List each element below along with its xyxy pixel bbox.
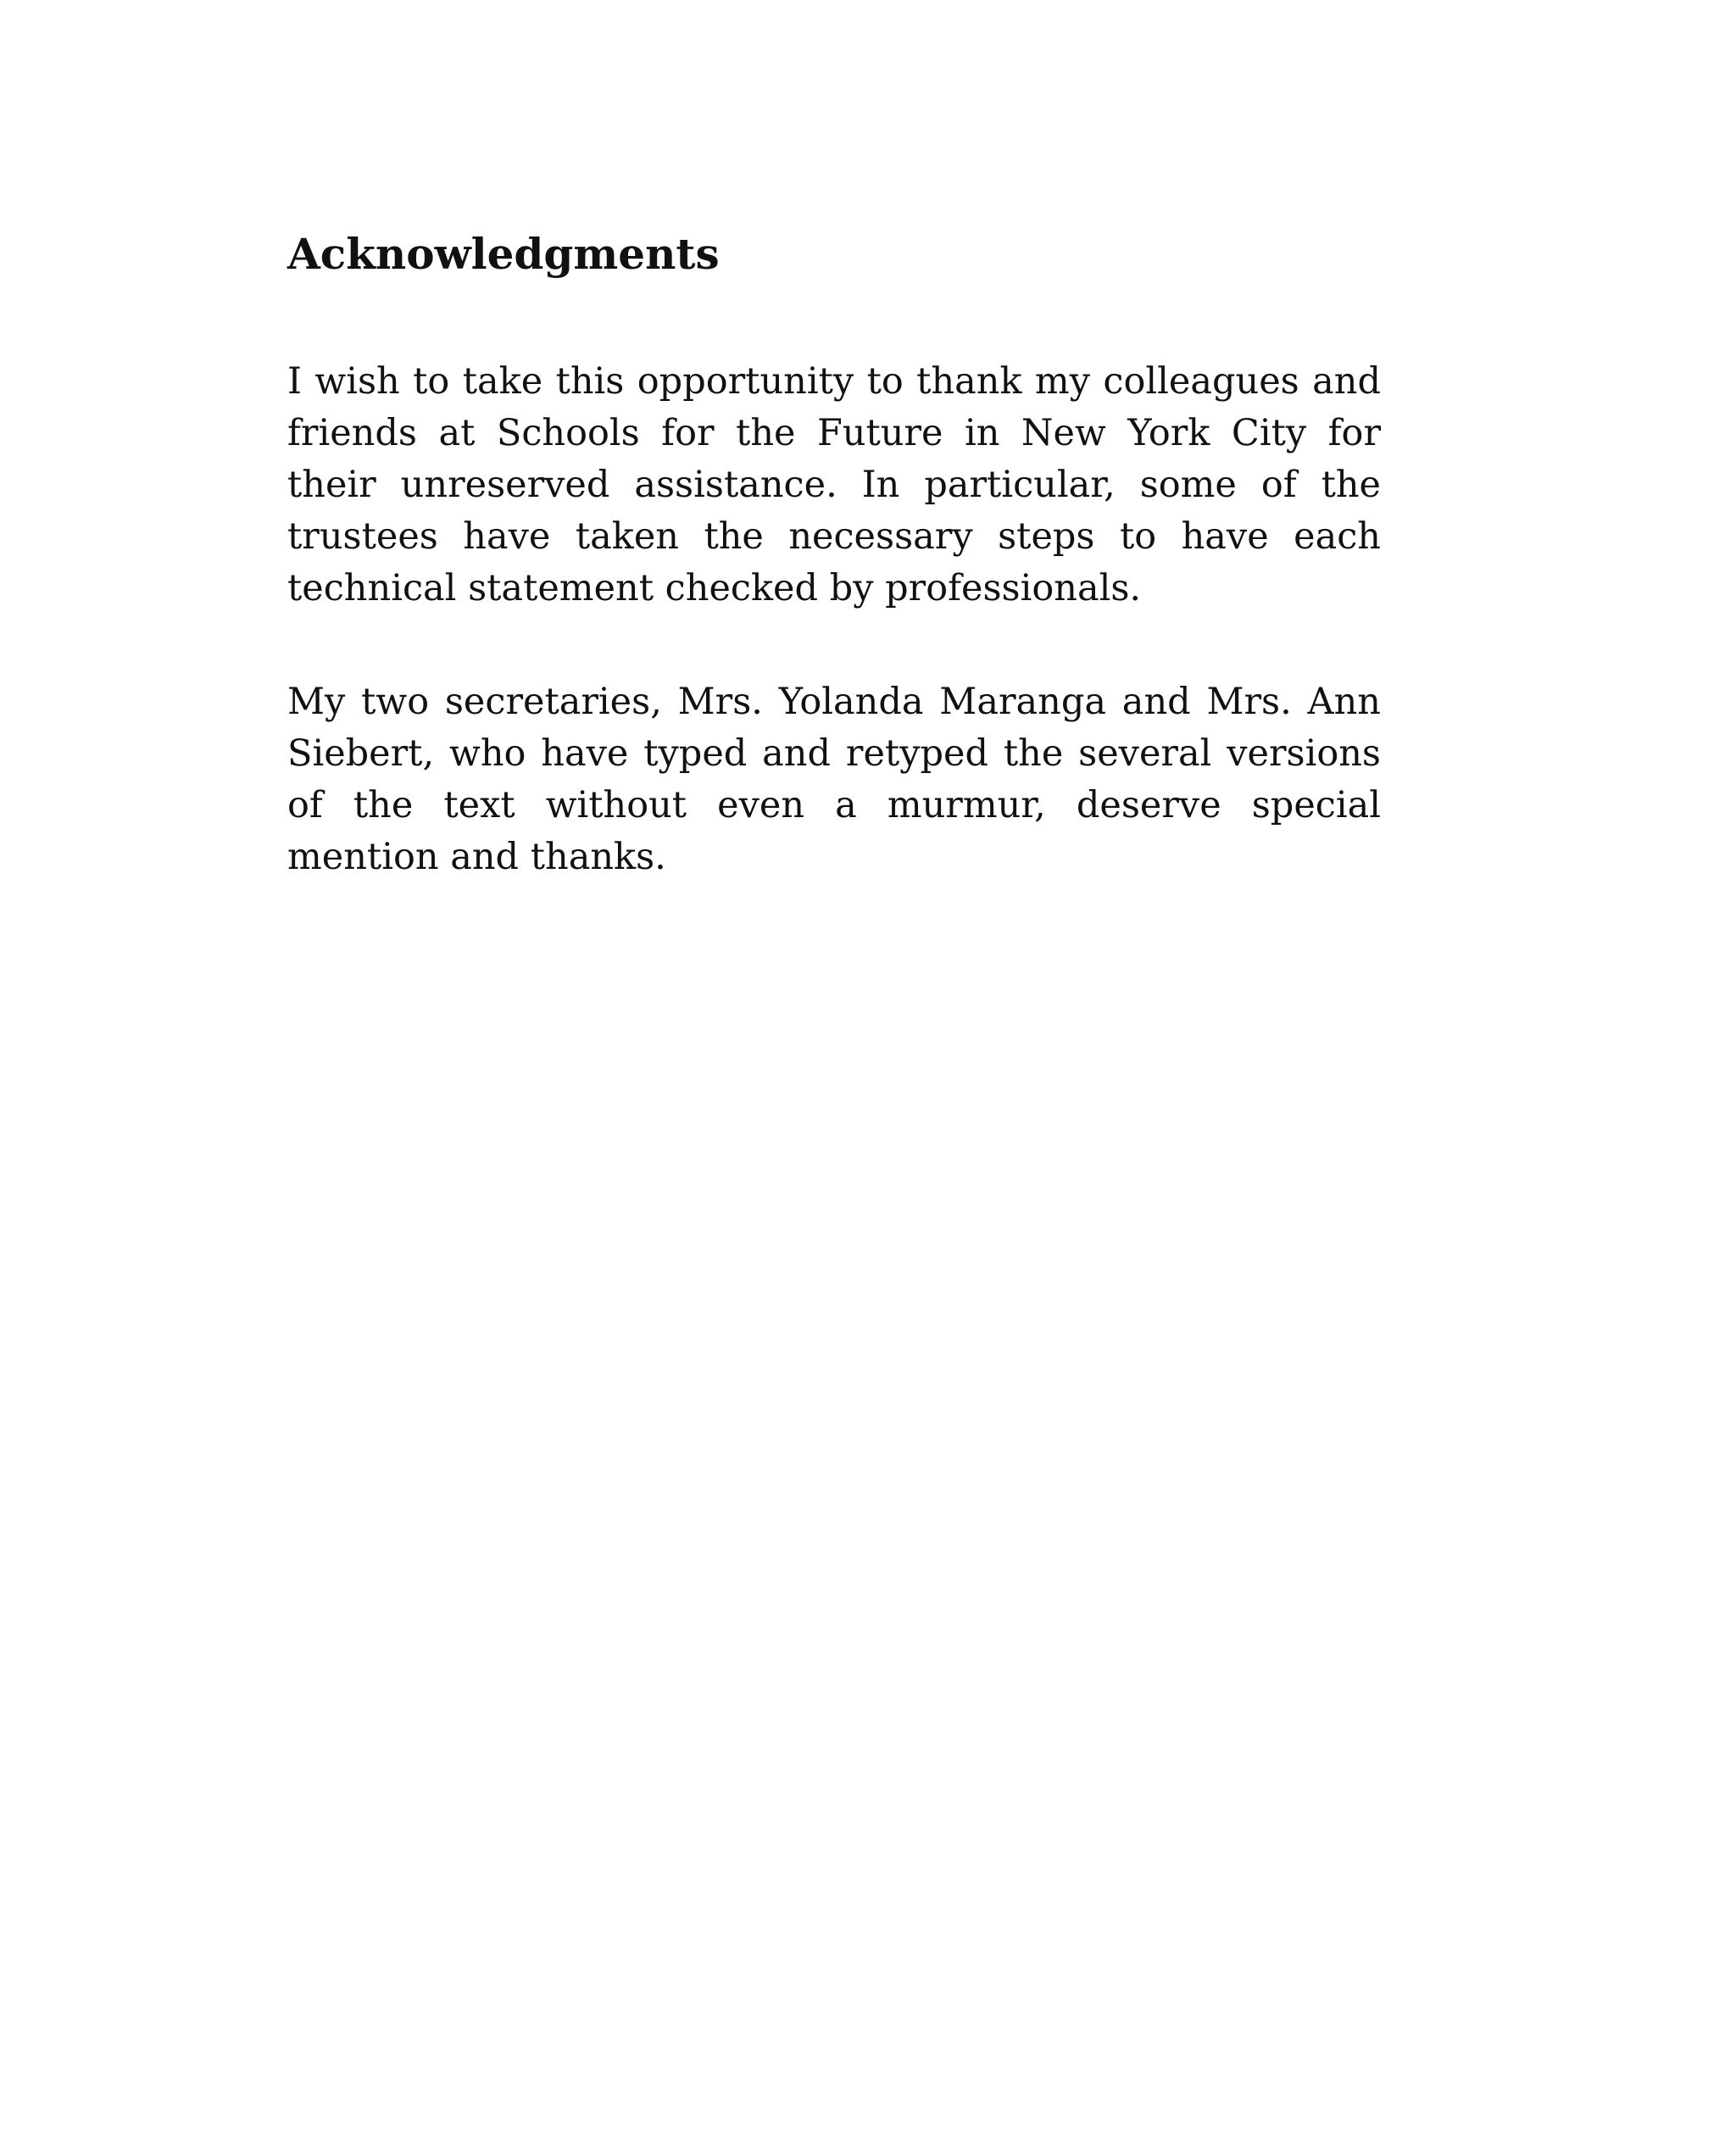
- page-title: Acknowledgments: [287, 229, 720, 279]
- paragraph-thanks-colleagues: I wish to take this opportunity to thank my colleagues and friends at Schools for the Future in New York City for their unreserved assistance. In particular, some of the trustees have taken the necessary steps to have each technical statement checked by professionals.: [287, 360, 1381, 609]
- paragraph-thanks-secretaries: My two secretaries, Mrs. Yolanda Maranga and Mrs. Ann Siebert, who have typed and retyped the several versions of the text without even a murmur, deserve special mention and thanks.: [287, 681, 1381, 878]
- acknowledgments-section: [287, 227, 1381, 883]
